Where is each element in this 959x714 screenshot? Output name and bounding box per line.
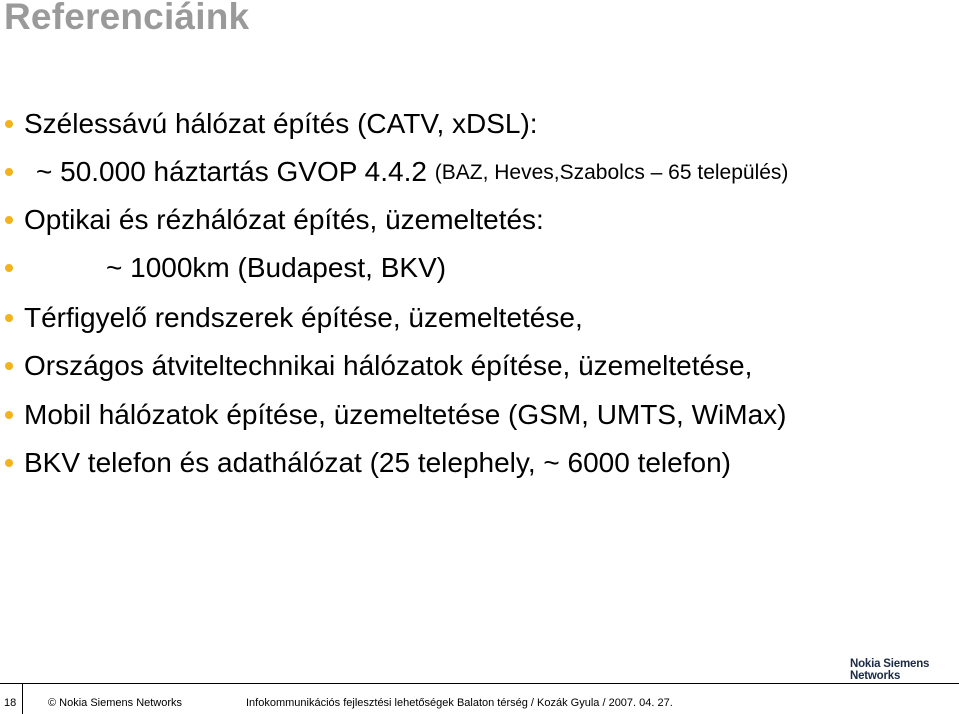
bullet-dot-icon: [5, 264, 13, 272]
bullet-dot-icon: [5, 362, 13, 370]
bullet-dot-icon: [5, 459, 13, 467]
bullet-dot-icon: [5, 216, 13, 224]
page-number: 18: [4, 697, 17, 709]
bullet-text: BKV telefon és adathálózat (25 telephely, ~ 6000 telefon): [24, 447, 731, 478]
nokia-siemens-logo: [850, 658, 940, 682]
copyright-text: © Nokia Siemens Networks: [48, 697, 183, 709]
bullet-text: Optikai és rézhálózat építés, üzemeltetés:: [24, 204, 544, 235]
bullet-text: Térfigyelő rendszerek építése, üzemeltetése,: [24, 302, 583, 333]
logo-line-1: Nokia Siemens: [850, 658, 930, 670]
bullet-text: [36, 152, 788, 193]
slide-footer: [0, 683, 959, 714]
slide-title: Referenciáink: [4, 0, 250, 37]
bullet-dot-icon: [5, 314, 13, 322]
bullet-dot-icon: [5, 168, 13, 176]
footer-info-text: Infokommunikációs fejlesztési lehetőségek Balaton térség / Kozák Gyula / 2007. 04. 27.: [246, 697, 673, 709]
footer-divider: [0, 683, 959, 684]
bullet-text: ~ 1000km (Budapest, BKV): [106, 252, 447, 283]
bullet-small-text: (BAZ, Heves,Szabolcs – 65 település): [434, 161, 789, 184]
footer-separator: [22, 683, 23, 714]
bullet-main-text: ~ 50.000 háztartás GVOP 4.4.2: [36, 156, 427, 187]
bullet-text: Szélessávú hálózat építés (CATV, xDSL):: [24, 108, 538, 139]
bullet-text: Országos átviteltechnikai hálózatok építése, üzemeltetése,: [24, 350, 753, 381]
logo-line-2: Networks: [850, 670, 901, 682]
bullet-dot-icon: [5, 120, 13, 128]
bullet-dot-icon: [5, 411, 13, 419]
bullet-text: Mobil hálózatok építése, üzemeltetése (GSM, UMTS, WiMax): [24, 399, 787, 430]
